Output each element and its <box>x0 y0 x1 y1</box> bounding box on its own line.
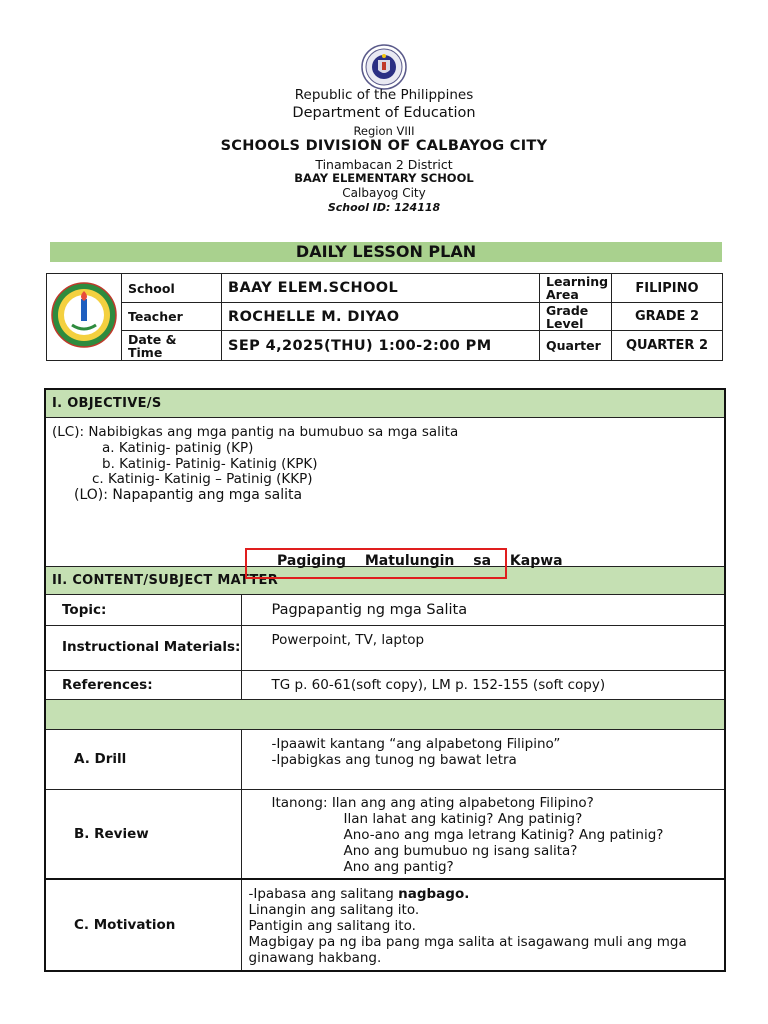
school-logo-cell <box>47 274 122 361</box>
teacher-label: Teacher <box>122 303 222 331</box>
lo-objective <box>74 487 302 503</box>
review-line: Ano ang pantig? <box>343 858 454 875</box>
motivation-label: C. Motivation <box>45 879 241 971</box>
motivation-keyword: nagbago. <box>398 886 470 902</box>
materials-value: Powerpoint, TV, laptop <box>241 625 725 670</box>
review-first-line: Itanong: Ilan ang ang ating alpabetong Filipino? <box>271 794 594 811</box>
motivation-first-prefix: -Ipabasa ang salitang <box>248 886 399 902</box>
header-city: Calbayog City <box>342 186 426 200</box>
topic-value: Pagpapantig ng mga Salita <box>241 594 725 625</box>
quarter-value: QUARTER 2 <box>612 331 723 361</box>
motivation-content <box>241 879 725 971</box>
header-district: Tinambacan 2 District <box>315 157 453 172</box>
motivation-line: Pantigin ang salitang ito. <box>248 918 416 934</box>
drill-content <box>241 729 725 789</box>
lesson-info-table <box>46 273 723 361</box>
objectives-cell <box>45 417 725 569</box>
learning-area-label: Learning Area <box>540 274 612 303</box>
drill-label: A. Drill <box>45 729 241 789</box>
page-title: DAILY LESSON PLAN <box>50 242 722 262</box>
lo-text: Napapantig ang mga salita <box>112 486 303 503</box>
header-republic: Republic of the Philippines <box>294 87 474 103</box>
lo-prefix: (LO): <box>74 486 108 503</box>
quarter-label: Quarter <box>540 331 612 361</box>
review-content <box>241 789 725 879</box>
motivation-line: Magbigay pa ng iba pang mga salita at isagawang muli ang mga ginawang hakbang. <box>248 934 687 966</box>
materials-label: Instructional Materials: <box>45 625 241 670</box>
header-school-id: School ID: 124118 <box>327 201 441 214</box>
grade-level-label: Grade Level <box>540 303 612 331</box>
references-value: TG p. 60-61(soft copy), LM p. 152-155 (soft copy) <box>241 670 725 699</box>
datetime-value: SEP 4,2025(THU) 1:00-2:00 PM <box>222 331 540 361</box>
objectives-heading: I. OBJECTIVE/S <box>45 389 725 417</box>
header-school: BAAY ELEMENTARY SCHOOL <box>294 171 474 185</box>
objective-item-a: a. Katinig- patinig (KP) <box>102 439 254 456</box>
teacher-value: ROCHELLE M. DIYAO <box>222 303 540 331</box>
content-heading: II. CONTENT/SUBJECT MATTER <box>45 566 725 594</box>
lc-objective: (LC): Nabibigkas ang mga pantig na bumubuo sa mga salita <box>52 423 459 440</box>
review-label: B. Review <box>45 789 241 879</box>
review-line: Ano ang bumubuo ng isang salita? <box>343 842 578 859</box>
motivation-first-line <box>249 886 721 902</box>
value-integration-box <box>245 548 563 579</box>
header-department: Department of Education <box>292 105 476 121</box>
topic-label: Topic: <box>45 594 241 625</box>
deped-seal-logo <box>361 44 407 90</box>
value-integration-text: Pagiging Matulungin sa Kapwa <box>277 552 563 569</box>
grade-level-value: GRADE 2 <box>612 303 723 331</box>
references-label: References: <box>45 670 241 699</box>
objective-item-b: b. Katinig- Patinig- Katinig (KPK) <box>102 455 318 472</box>
objective-item-c: c. Katinig- Katinig – Patinig (KKP) <box>92 470 313 487</box>
header-region: Region VIII <box>353 124 415 138</box>
header-division: SCHOOLS DIVISION OF CALBAYOG CITY <box>220 138 548 154</box>
school-label: School <box>122 274 222 303</box>
motivation-line: Linangin ang salitang ito. <box>248 902 420 918</box>
review-line: Ano-ano ang mga letrang Katinig? Ang patinig? <box>343 826 664 843</box>
datetime-label: Date & Time <box>122 331 222 361</box>
procedure-heading-bar <box>45 699 725 729</box>
school-logo <box>50 275 118 355</box>
review-line: Ilan lahat ang katinig? Ang patinig? <box>343 810 583 827</box>
drill-line: -Ipaawit kantang “ang alpabetong Filipino” <box>271 735 561 752</box>
school-value: BAAY ELEM.SCHOOL <box>222 274 540 303</box>
learning-area-value: FILIPINO <box>612 274 723 303</box>
drill-line: -Ipabigkas ang tunog ng bawat letra <box>271 751 517 768</box>
lesson-plan-table <box>44 388 726 972</box>
